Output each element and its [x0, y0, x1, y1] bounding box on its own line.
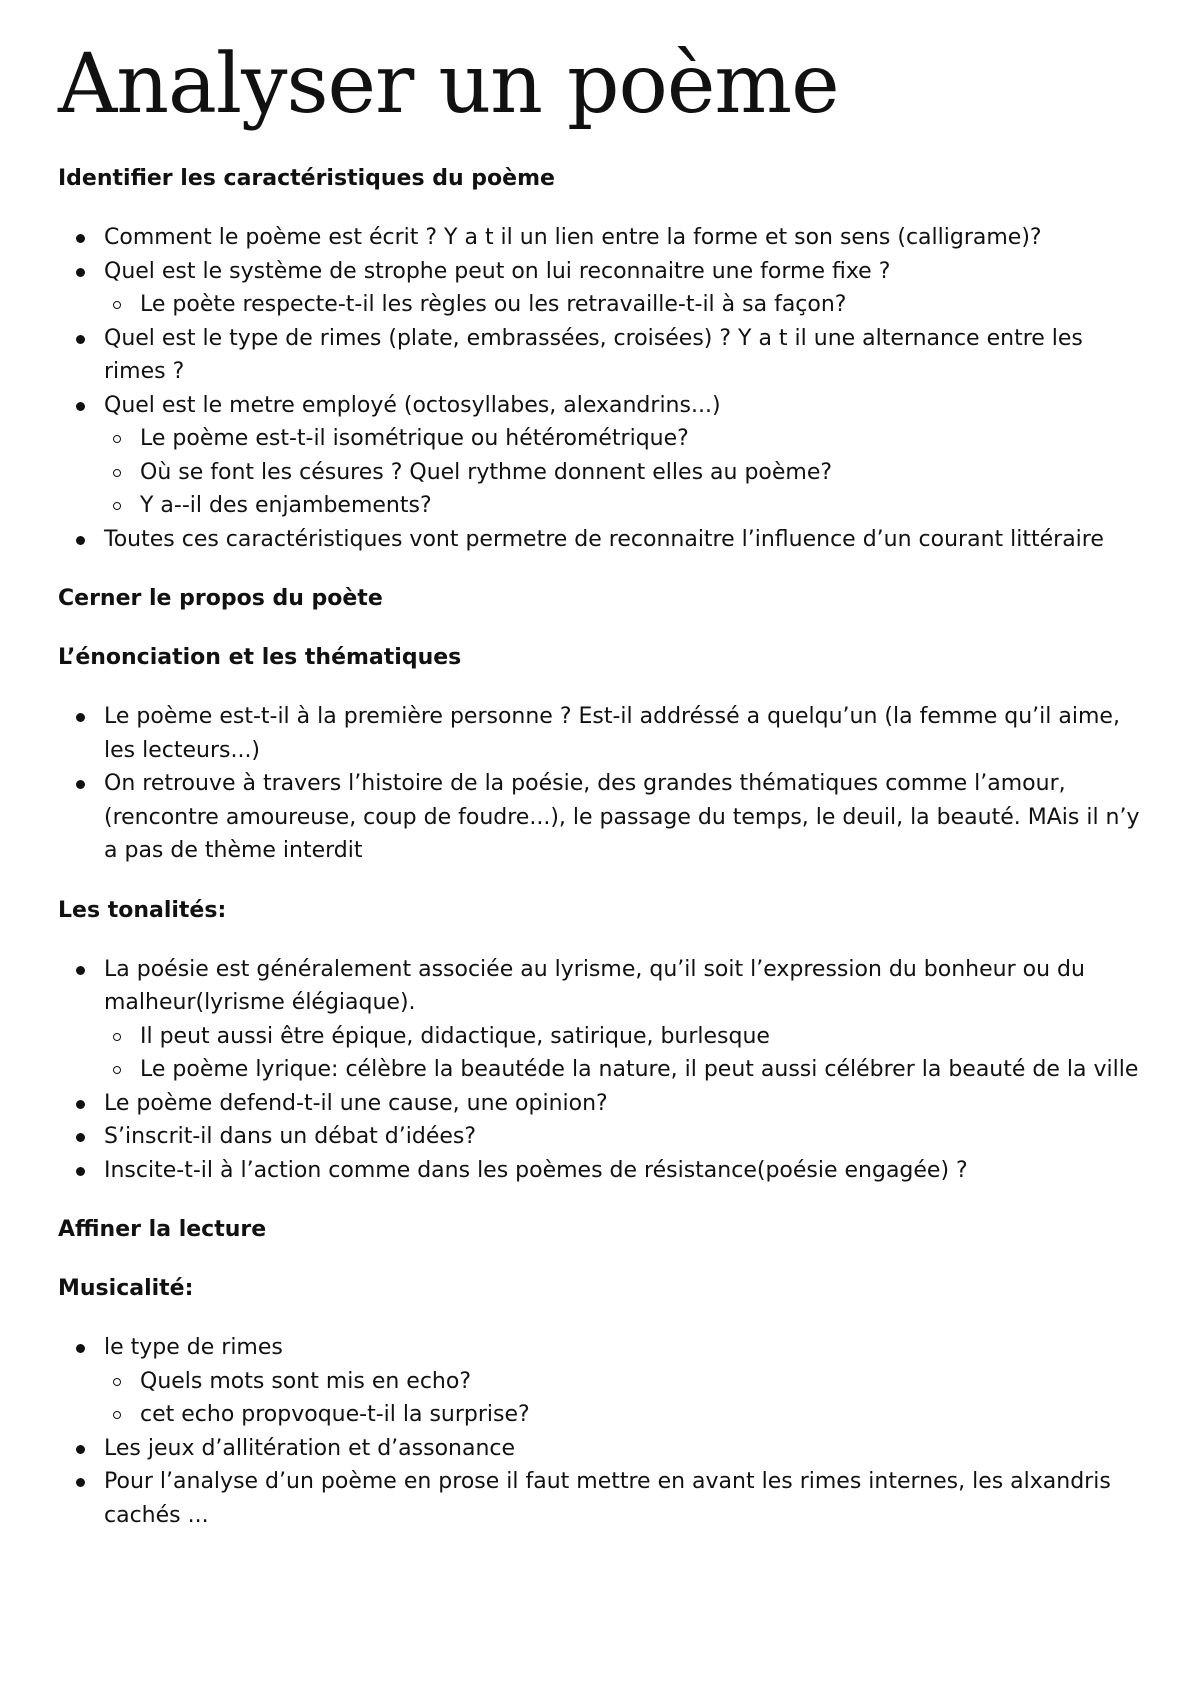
list-item-text: le type de rimes — [104, 1335, 283, 1360]
subheading-enonciation: L’énonciation et les thématiques — [58, 645, 462, 670]
list-item: Inscite-t-il à l’action comme dans les poèmes de résistance(poésie engagée) ? — [58, 1154, 1148, 1188]
page-title: Analyser un poème — [58, 37, 839, 132]
sub-list — [104, 422, 1148, 523]
list-item: Comment le poème est écrit ? Y a t il un lien entre la forme et son sens (calligrame)? — [58, 221, 1148, 255]
bullet-list-enonciation — [58, 700, 1148, 868]
list-item-text: Quel est le système de strophe peut on lui reconnaitre une forme fixe ? — [104, 258, 891, 284]
subheading-musicalite: Musicalité: — [58, 1276, 194, 1301]
bullet-list-caracteristiques — [58, 221, 1148, 556]
bullet-list-tonalites — [58, 953, 1148, 1188]
list-item: S’inscrit-il dans un débat d’idées? — [58, 1120, 1148, 1154]
sub-list-item: Où se font les césures ? Quel rythme donnent elles au poème? — [104, 456, 1148, 490]
list-item: Les jeux d’allitération et d’assonance — [58, 1432, 1148, 1466]
sub-list-item: Il peut aussi être épique, didactique, satirique, burlesque — [104, 1020, 1148, 1054]
sub-list-item: Quels mots sont mis en echo? — [104, 1365, 1148, 1399]
list-item: Le poème est-t-il à la première personne ? Est-il addréssé a quelqu’un (la femme qu’il aime, les lecteurs...) — [58, 700, 1148, 767]
section-heading-affiner: Affiner la lecture — [58, 1217, 267, 1242]
sub-list-item: Y a--il des enjambements? — [104, 489, 1148, 523]
sub-list-item: Le poème lyrique: célèbre la beautéde la nature, il peut aussi célébrer la beauté de la ville — [104, 1053, 1148, 1087]
sub-list — [104, 1020, 1148, 1087]
list-item — [58, 953, 1148, 1087]
sub-list — [104, 288, 1148, 322]
list-item: Pour l’analyse d’un poème en prose il faut mettre en avant les rimes internes, les alxandris cachés ... — [58, 1465, 1148, 1532]
list-item-text: La poésie est généralement associée au lyrisme, qu’il soit l’expression du bonheur ou du malheur(lyrisme élégiaque). — [104, 956, 1085, 1015]
document-page — [58, 37, 1148, 1532]
list-item — [58, 255, 1148, 322]
list-item: Toutes ces caractéristiques vont permetre de reconnaitre l’influence d’un courant littéraire — [58, 523, 1148, 557]
bullet-list-musicalite — [58, 1331, 1148, 1532]
section-heading-propos: Cerner le propos du poète — [58, 586, 383, 611]
sub-list-item: Le poème est-t-il isométrique ou hétérométrique? — [104, 422, 1148, 456]
sub-list-item: Le poète respecte-t-il les règles ou les retravaille-t-il à sa façon? — [104, 288, 1148, 322]
list-item: On retrouve à travers l’histoire de la poésie, des grandes thématiques comme l’amour, (rencontre amoureuse, coup de foudre...), le passage du temps, le deuil, la beauté. MAis il n’y a pas de thème interdit — [58, 767, 1148, 868]
sub-list-item: cet echo propvoque-t-il la surprise? — [104, 1398, 1148, 1432]
list-item — [58, 1331, 1148, 1432]
list-item — [58, 389, 1148, 523]
section-heading-tonalites: Les tonalités: — [58, 897, 227, 923]
list-item-text: Quel est le metre employé (octosyllabes, alexandrins...) — [104, 392, 721, 418]
list-item: Quel est le type de rimes (plate, embrassées, croisées) ? Y a t il une alternance entre les rimes ? — [58, 322, 1148, 389]
section-heading-caracteristiques: Identifier les caractéristiques du poème — [58, 166, 555, 191]
list-item: Le poème defend-t-il une cause, une opinion? — [58, 1087, 1148, 1121]
sub-list — [104, 1365, 1148, 1432]
